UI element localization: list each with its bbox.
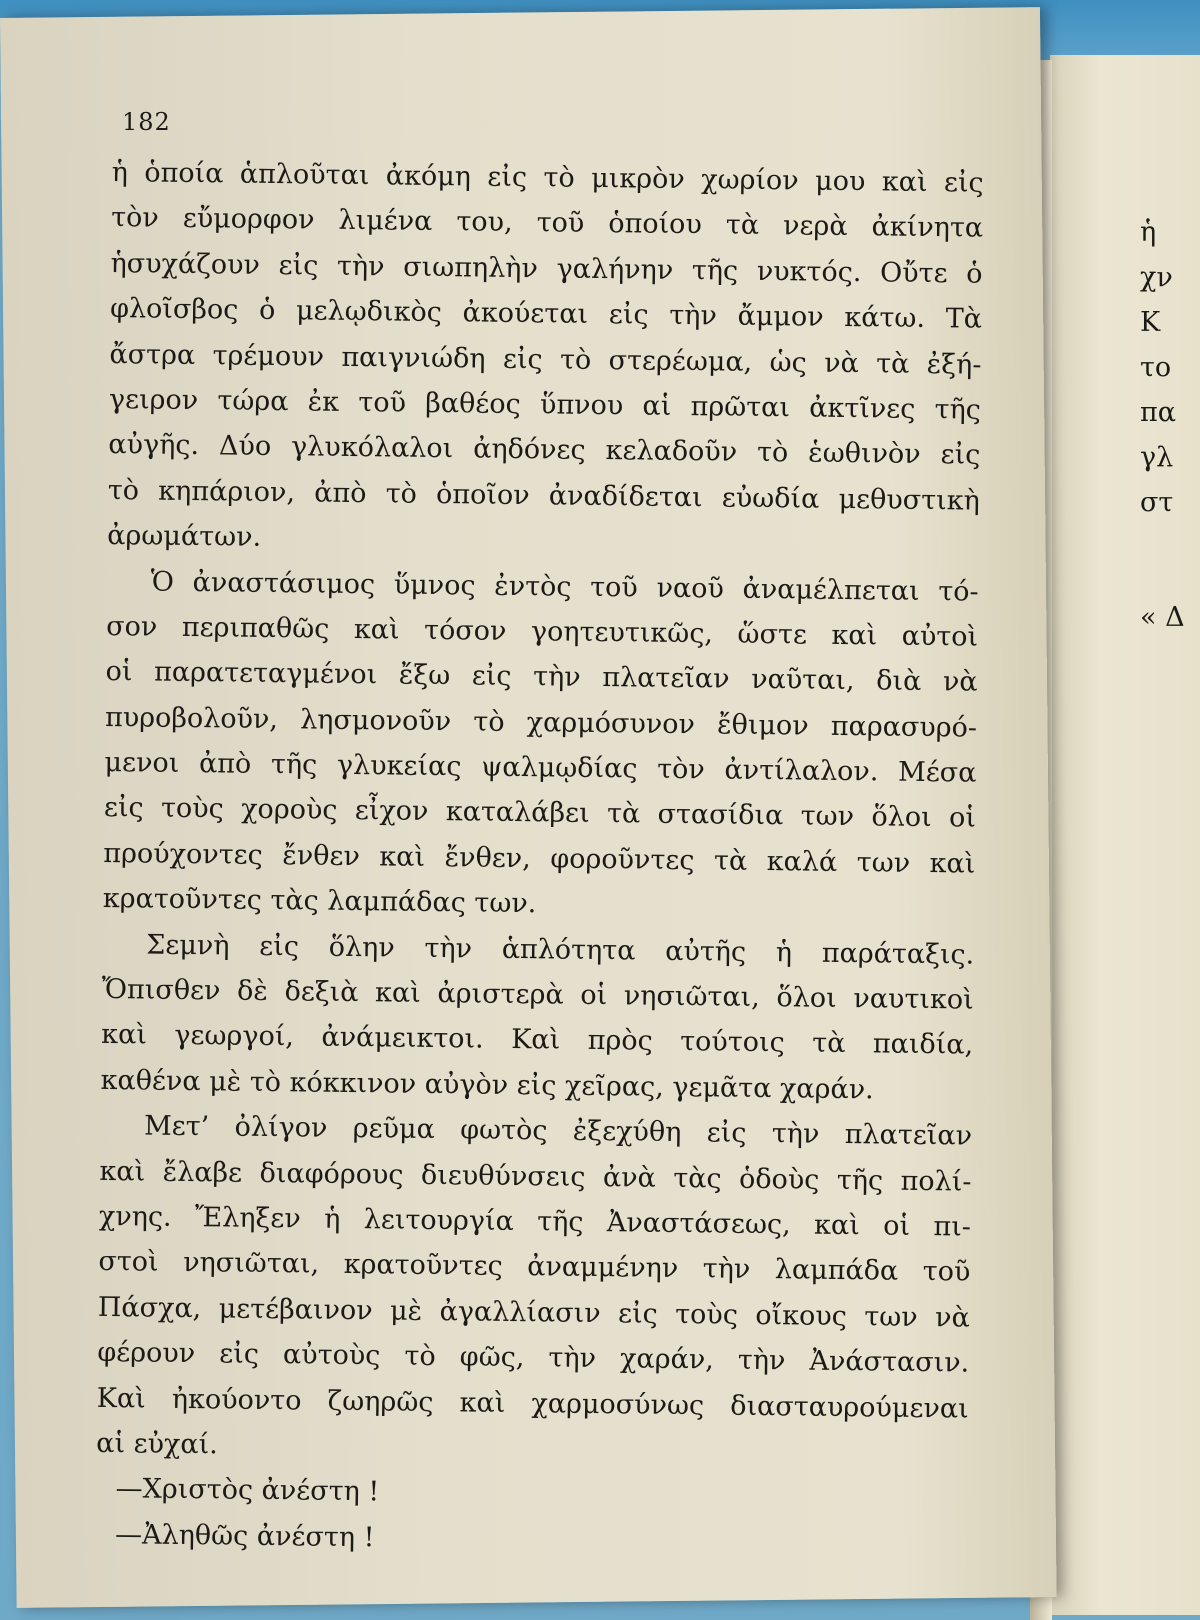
text-line: Μετ’ ὀλίγον ρεῦμα φωτὸς ἐξεχύθη εἰς τὴν πλατεῖαν — [143, 1110, 973, 1152]
facing-fragment: χν — [1140, 262, 1173, 293]
facing-fragment: γλ — [1140, 442, 1174, 473]
facing-fragment: στ — [1140, 487, 1174, 518]
text-line: ἡσυχάζουν εἰς τὴν σιωπηλὴν γαλήνην τῆς νυκτός. Οὔτε ὁ — [110, 247, 983, 290]
text-line: Πάσχα, μετέβαινον μὲ ἀγαλλίασιν εἰς τοὺς οἴκους των νὰ — [97, 1291, 970, 1334]
body-text — [95, 150, 984, 1568]
facing-fragment: Κ — [1140, 307, 1161, 338]
text-line: ἀρωμάτων. — [107, 520, 262, 553]
text-line: κρατοῦντες τὰς λαμπάδας των. — [102, 883, 537, 920]
text-line: πυροβολοῦν, λησμονοῦν τὸ χαρμόσυνον ἔθιμον παρασυρό- — [104, 701, 978, 744]
dialogue-line: —Χριστὸς ἀνέστη ! — [115, 1473, 380, 1508]
facing-fragment: « Δ — [1140, 602, 1185, 633]
facing-fragment: ἡ — [1140, 217, 1157, 248]
text-line: ἡ ὁποία ἁπλοῦται ἀκόμη εἰς τὸ μικρὸν χωρίον μου καὶ εἰς — [111, 156, 984, 199]
text-line: οἱ παρατεταγμένοι ἔξω εἰς τὴν πλατεῖαν ναῦται, διὰ νὰ — [105, 656, 978, 698]
text-line: Ὄπισθεν δὲ δεξιὰ καὶ ἀριστερὰ οἱ νησιῶται, ὅλοι ναυτικοὶ — [101, 973, 974, 1016]
text-line: τὸ κηπάριον, ἀπὸ τὸ ὁποῖον ἀναδίδεται εὐωδία μεθυστικὴ — [107, 474, 980, 517]
text-line: τὸν εὔμορφον λιμένα του, τοῦ ὁποίου τὰ νερὰ ἀκίνητα — [110, 202, 984, 245]
text-line: προύχοντες ἔνθεν καὶ ἔνθεν, φοροῦντες τὰ καλά των καὶ — [103, 837, 976, 880]
text-line: αὐγῆς. Δύο γλυκόλαλοι ἀηδόνες κελαδοῦν τὸ ἑωθινὸν εἰς — [108, 429, 981, 471]
text-line: ἄστρα τρέμουν παιγνιώδη εἰς τὸ στερέωμα, ὡς νὰ τὰ ἐξή- — [109, 338, 982, 381]
text-line: εἰς τοὺς χοροὺς εἶχον καταλάβει τὰ στασίδια των ὅλοι οἱ — [103, 792, 977, 835]
dialogue-line: —Ἀληθῶς ἀνέστη ! — [114, 1518, 375, 1554]
text-line: φέρουν εἰς αὐτοὺς τὸ φῶς, τὴν χαράν, τὴν Ἀνάστασιν. — [97, 1337, 970, 1379]
text-line: στοὶ νησιῶται, κρατοῦντες ἀναμμένην τὴν λαμπάδα τοῦ — [98, 1246, 971, 1288]
text-line: φλοῖσβος ὁ μελῳδικὸς ἀκούεται εἰς τὴν ἄμμον κάτω. Τὰ — [109, 293, 983, 335]
facing-gap — [1140, 525, 1200, 595]
text-line: γειρον τώρα ἐκ τοῦ βαθέος ὕπνου αἱ πρῶται ἀκτῖνες τῆς — [108, 383, 982, 426]
text-line: μενοι ἀπὸ τῆς γλυκείας ψαλμῳδίας τὸν ἀντίλαλον. Μέσα — [104, 747, 977, 789]
text-line: καθένα μὲ τὸ κόκκινον αὐγὸν εἰς χεῖρας, γεμᾶτα χαράν. — [100, 1064, 874, 1106]
text-line: αἱ εὐχαί. — [96, 1427, 218, 1461]
page-number: 182 — [122, 108, 171, 136]
text-line: χνης. Ἔληξεν ἡ λειτουργία τῆς Ἀναστάσεως, καὶ οἱ πι- — [98, 1200, 972, 1243]
facing-fragment: το — [1140, 352, 1172, 383]
text-line: καὶ γεωργοί, ἀνάμεικτοι. Καὶ πρὸς τούτοις τὰ παιδία, — [100, 1019, 974, 1062]
text-line: Καὶ ἠκούοντο ζωηρῶς καὶ χαρμοσύνως διασταυρούμεναι — [96, 1382, 969, 1425]
text-line: σον περιπαθῶς καὶ τόσον γοητευτικῶς, ὥστε καὶ αὐτοὶ — [105, 610, 979, 653]
facing-fragment: πα — [1140, 397, 1176, 428]
text-line: Ὁ ἀναστάσιμος ὕμνος ἐντὸς τοῦ ναοῦ ἀναμέλπεται τό- — [150, 566, 979, 608]
text-line: Σεμνὴ εἰς ὅλην τὴν ἁπλότητα αὐτῆς ἡ παράταξις. — [146, 929, 975, 971]
facing-page-text — [1140, 210, 1200, 640]
text-line: καὶ ἔλαβε διαφόρους διευθύνσεις ἀνὰ τὰς ὁδοὺς τῆς πολί- — [99, 1155, 972, 1198]
